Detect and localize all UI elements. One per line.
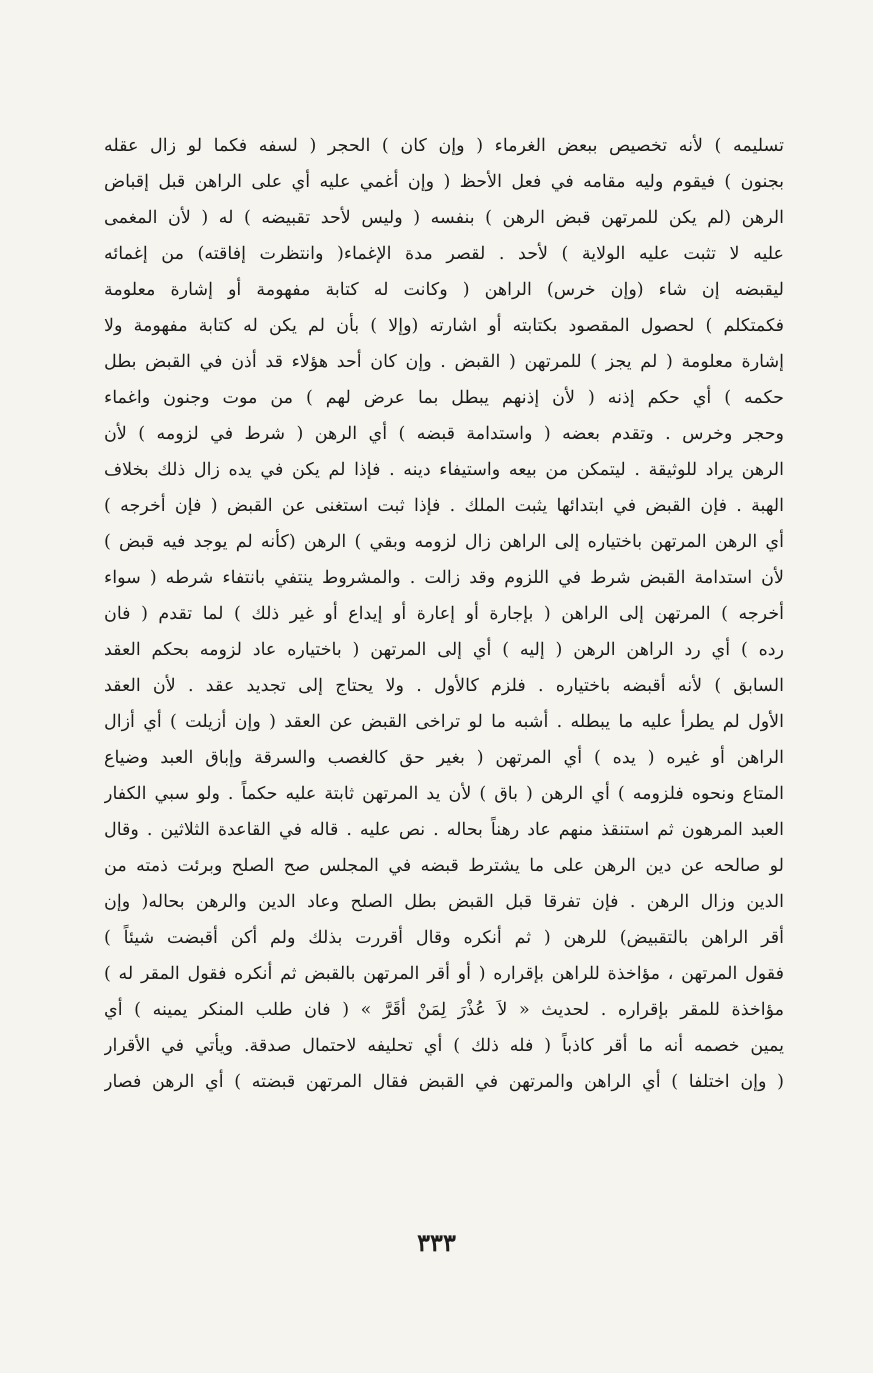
text-line: ليقبضه إن شاء (وإن خرس) الراهن ( وكانت له كتابة مفهومة أو إشارة معلومة (104, 280, 784, 300)
text-line: الأول لم يطرأ عليه ما يبطله . أشبه ما لو تراخى القبض عن العقد ( وإن أزيلت ) أي أزال (104, 712, 784, 732)
text-line: الدين وزال الرهن . فإن تفرقا قبل القبض بطل الصلح وعاد الدين والرهن بحاله( وإن (104, 892, 784, 912)
text-line: المتاع ونحوه فلزومه ) أي الرهن ( باق ) لأن يد المرتهن ثابتة عليه حكماً . ولو سبي الكفار (104, 784, 784, 804)
text-line: الراهن أو غيره ( يده ) أي المرتهن ( بغير حق كالغصب والسرقة وإباق العبد وضياع (104, 748, 784, 768)
text-line: الرهن يراد للوثيقة . ليتمكن من بيعه واستيفاء دينه . فإذا لم يكن في يده زال ذلك بخلاف (104, 460, 784, 480)
text-line: الهبة . فإن القبض في ابتدائها يثبت الملك . فإذا ثبت استغنى عن القبض ( فإن أخرجه ) (104, 496, 784, 516)
text-line: بجنون ) فيقوم وليه مقامه في فعل الأحظ ( وإن أغمي عليه أي على الراهن قبل إقباض (104, 172, 784, 192)
text-line: فكمتكلم ) لحصول المقصود بكتابته أو اشارته (وإلا ) بأن لم يكن له كتابة مفهومة ولا (104, 316, 784, 336)
text-line: حكمه ) أي حكم إذنه ( لأن إذنهم يبطل بما عرض لهم ) من موت وجنون واغماء (104, 388, 784, 408)
text-line: أقر الراهن بالتقبيض) للرهن ( ثم أنكره وقال أقررت بذلك ولم أكن أقبضت شيئاً ) (104, 928, 784, 948)
text-line: وحجر وخرس . وتقدم بعضه ( واستدامة قبضه ) أي الرهن ( شرط في لزومه ) لأن (104, 424, 784, 444)
text-line: فقول المرتهن ، مؤاخذة للراهن بإقراره ( أو أقر المرتهن بالقبض ثم أنكره فقول المقر له ) (104, 964, 784, 984)
text-line: أخرجه ) المرتهن إلى الراهن ( بإجارة أو إعارة أو إيداع أو غير ذلك ) لما تقدم ( فان (104, 604, 784, 624)
text-line: أي الرهن المرتهن باختياره إلى الراهن زال لزومه وبقي ) الرهن (كأنه لم يوجد فيه قبض ) (104, 532, 784, 552)
text-line: السابق ) لأنه أقبضه باختياره . فلزم كالأول . ولا يحتاج إلى تجديد عقد . لأن العقد (104, 676, 784, 696)
text-line: عليه لا تثبت عليه الولاية ) لأحد . لقصر مدة الإغماء( وانتظرت إفاقته) من إغمائه (104, 244, 784, 264)
text-line: مؤاخذة للمقر بإقراره . لحديث « لاَ عُذْرَ لِمَنْ أقَرَّ » ( فان طلب المنكر يمينه ) أي (104, 1000, 784, 1020)
text-line: الرهن (لم يكن للمرتهن قبض الرهن ) بنفسه ( وليس لأحد تقبيضه ) له ( لأن المغمى (104, 208, 784, 228)
body-text (104, 128, 784, 1100)
text-line: يمين خصمه أنه ما أقر كاذباً ( فله ذلك ) أي تحليفه لاحتمال صدقة. ويأتي في الأقرار (104, 1036, 784, 1056)
page-number: ٣٣٣ (417, 1228, 456, 1257)
text-line: لو صالحه عن دين الرهن على ما يشترط قبضه في المجلس صح الصلح وبرئت ذمته من (104, 856, 784, 876)
text-line: ( وإن اختلفا ) أي الراهن والمرتهن في القبض فقال المرتهن قبضته ) أي الرهن فصار (104, 1072, 784, 1092)
text-line: تسليمه ) لأنه تخصيص ببعض الغرماء ( وإن كان ) الحجر ( لسفه فكما لو زال عقله (104, 136, 784, 156)
text-line: العبد المرهون ثم استنقذ منهم عاد رهناً بحاله . نص عليه . قاله في القاعدة الثلاثين . وقال (104, 820, 784, 840)
text-line: لأن استدامة القبض شرط في اللزوم وقد زالت . والمشروط ينتفي بانتفاء شرطه ( سواء (104, 568, 784, 588)
text-line: إشارة معلومة ( لم يجز ) للمرتهن ( القبض . وإن كان أحد هؤلاء قد أذن في القبض بطل (104, 352, 784, 372)
text-line: رده ) أي رد الراهن الرهن ( إليه ) أي إلى المرتهن ( باختياره عاد لزومه بحكم العقد (104, 640, 784, 660)
